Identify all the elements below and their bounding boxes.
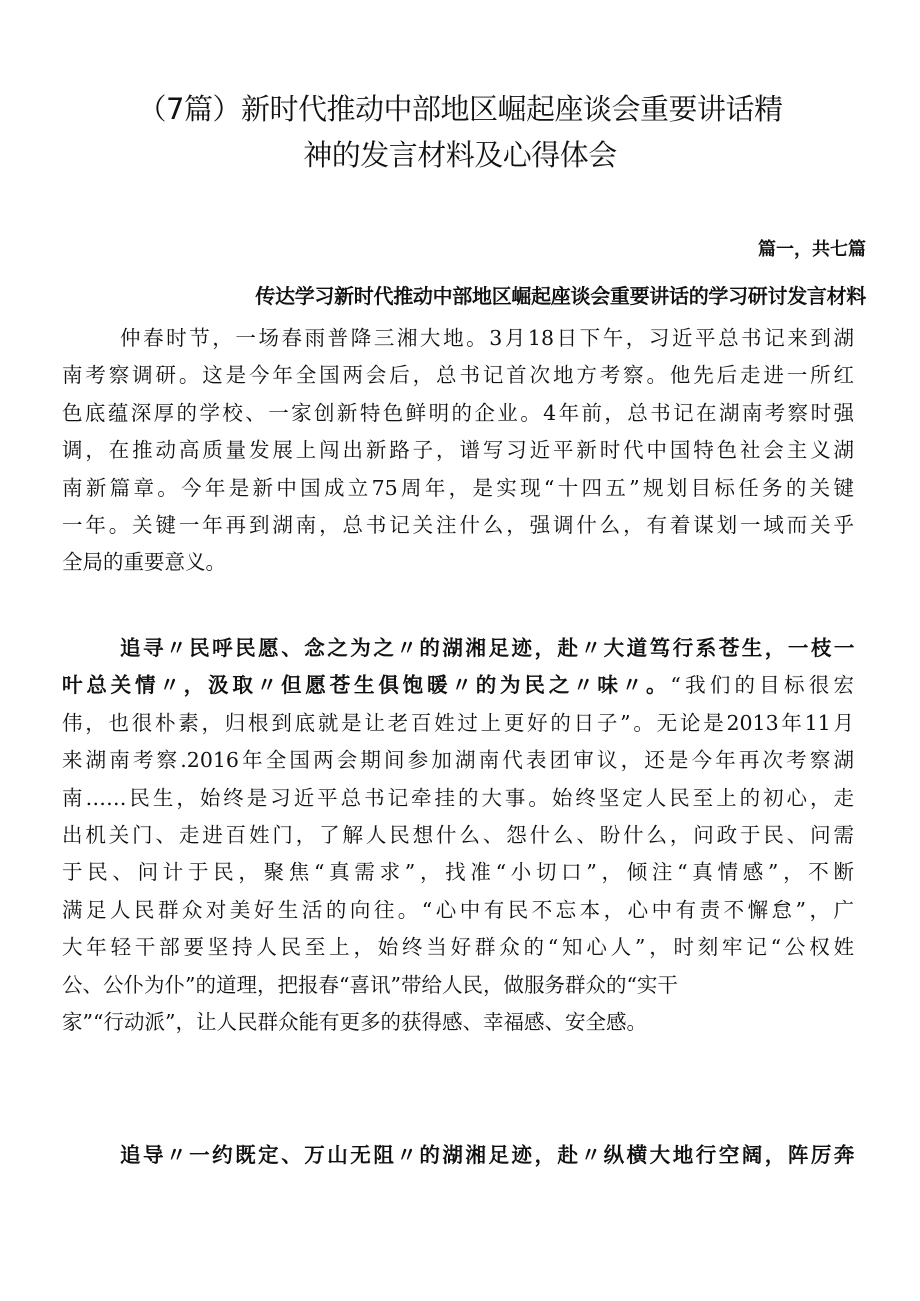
paragraph-line: 南……民生，始终是习近平总书记牵挂的大事。始终坚定人民至上的初心，走 [62,785,854,810]
paragraph-3 [62,1137,854,1174]
paragraph-line: 色底蕴深厚的学校、一家创新特色鲜明的企业。4年前，总书记在湖南考察时强 [62,400,854,425]
paragraph-line [62,667,854,704]
section-label: 篇一，共七篇 [758,239,866,260]
paragraph-line [62,1137,854,1174]
paragraph-line [62,630,854,667]
article-subtitle: 传达学习新时代推动中部地区崛起座谈会重要讲话的学习研讨发言材料 [255,284,866,308]
paragraph-line: 于民、问计于民，聚焦“真需求”，找准“小切口”，倾注“真情感”，不断 [62,860,854,885]
title-line-2: 神的发言材料及心得体会 [303,138,617,172]
paragraph-line: 伟，也很朴素，归根到底就是让老百姓过上更好的日子”。无论是2013年11月 [62,710,854,735]
document-title [60,86,860,178]
paragraph-line: 来湖南考察.2016年全国两会期间参加湖南代表团审议，还是今年再次考察湖 [62,748,854,773]
bold-lead-text: 追寻〃民呼民愿、念之为之〃的湖湘足迹，赴〃大道笃行系苍生，一枝一 [120,636,854,660]
body-text: “我们的目标很宏 [670,673,854,698]
paragraph-line: 全局的重要意义。 [62,550,226,575]
paragraph-line: 南新篇章。今年是新中国成立75周年，是实现“十四五”规划目标任务的关键 [62,475,854,500]
paragraph-line: 一年。关键一年再到湖南，总书记关注什么，强调什么，有着谋划一域而关乎 [62,512,854,537]
paragraph-line: 出机关门、走进百姓门，了解人民想什么、怨什么、盼什么，问政于民、问需 [62,822,854,847]
title-line-1: （7篇）新时代推动中部地区崛起座谈会重要讲话精 [137,92,783,126]
paragraph-line: 仲春时节，一场春雨普降三湘大地。3月18日下午，习近平总书记来到湖 [120,326,854,350]
paragraph-line: 家”“行动派”，让人民群众能有更多的获得感、幸福感、安全感。 [62,1009,647,1034]
paragraph-2 [62,630,854,1041]
paragraph-1 [62,320,854,582]
bold-lead-text: 叶总关情〃，汲取〃但愿苍生俱饱暖〃的为民之〃味〃。 [62,673,671,698]
bold-lead-text: 追导〃一约既定、万山无阻〃的湖湘足迹，赴〃纵横大地行空阔，阵厉奔 [120,1143,854,1167]
paragraph-line: 南考察调研。这是今年全国两会后，总书记首次地方考察。他先后走进一所红 [62,363,854,388]
paragraph-line: 满足人民群众对美好生活的向往。“心中有民不忘本，心中有责不懈怠”，广 [62,897,854,922]
paragraph-line: 大年轻干部要坚持人民至上，始终当好群众的“知心人”，时刻牢记“公权姓 [62,935,854,960]
paragraph-line: 调，在推动高质量发展上闯出新路子，谱写习近平新时代中国特色社会主义湖 [62,438,854,463]
paragraph-line: 公、公仆为仆”的道理，把报春“喜讯”带给人民，做服务群众的“实干 [62,972,678,997]
